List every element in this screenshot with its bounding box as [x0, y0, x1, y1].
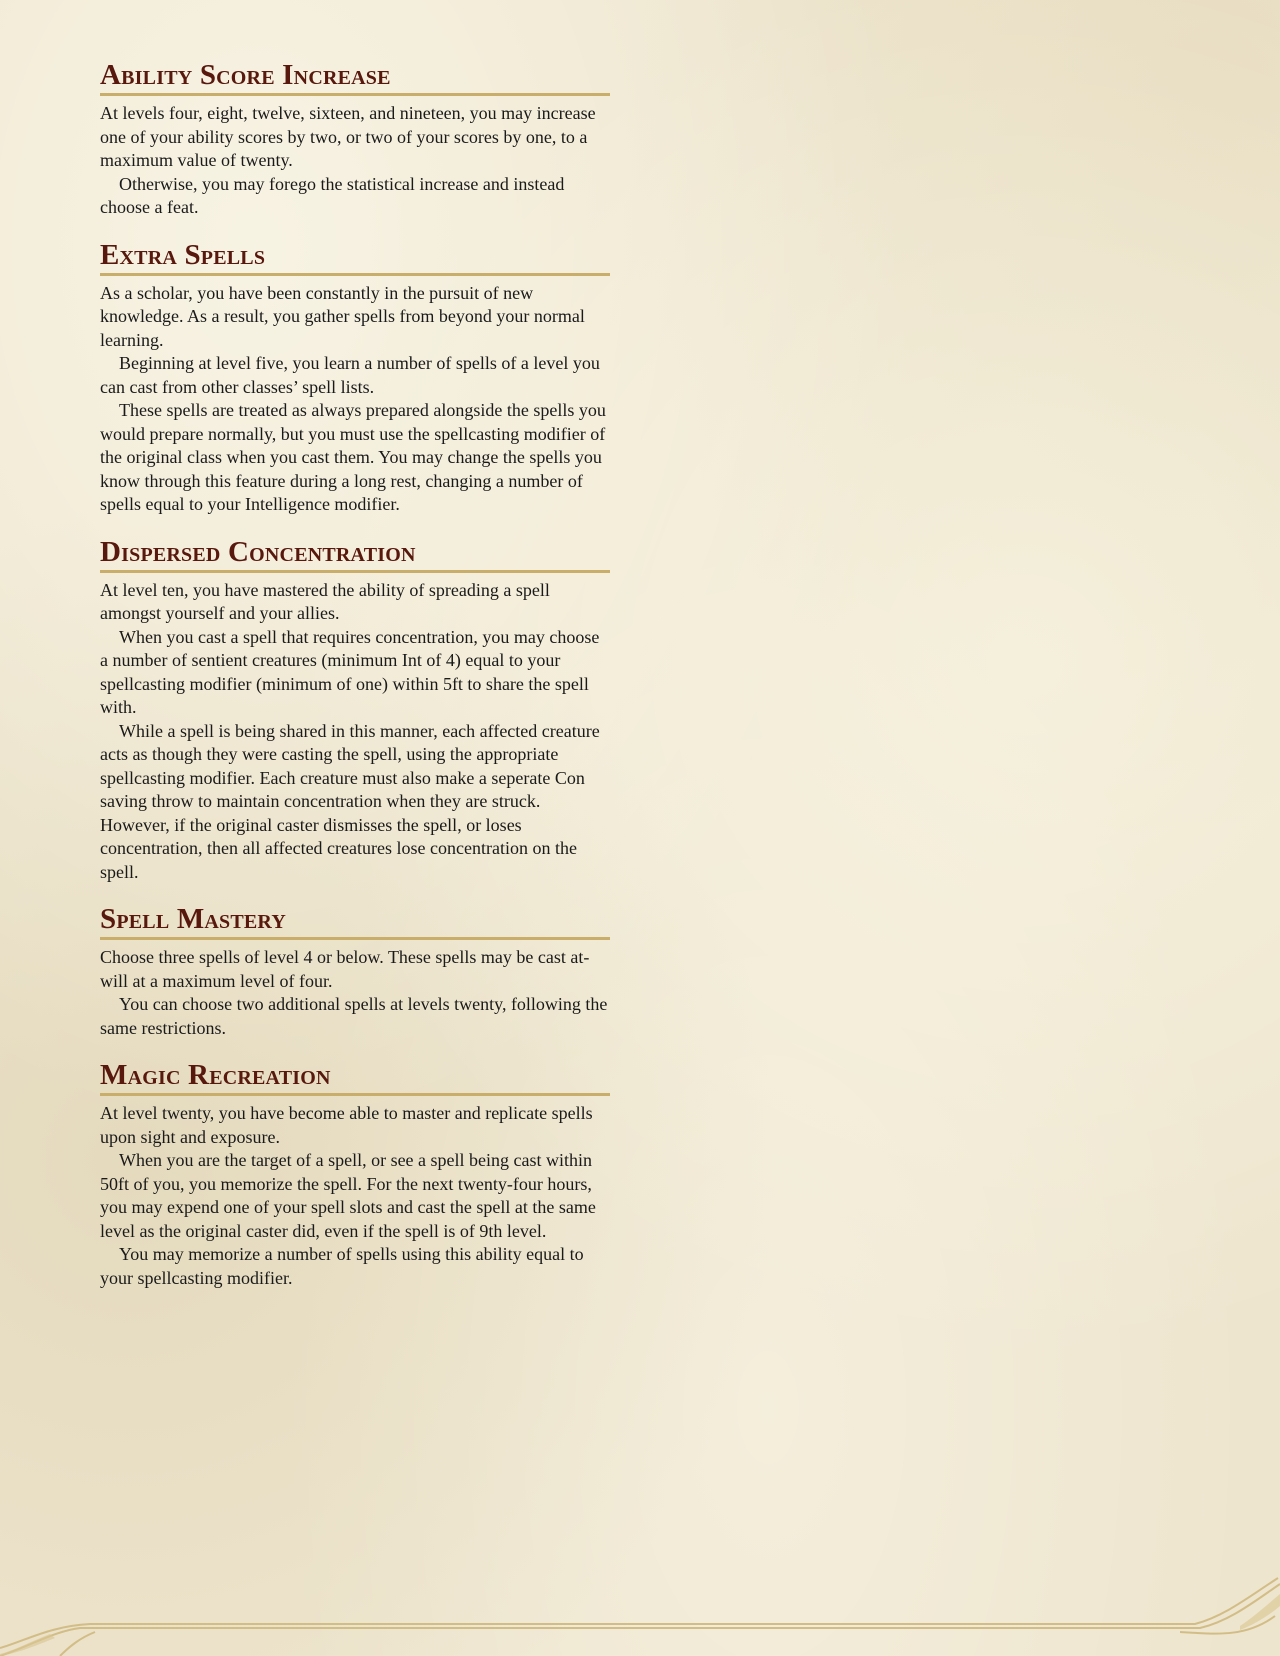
paragraph: You may memorize a number of spells using this ability equal to your spellcasting modifier. — [100, 1244, 584, 1288]
section-spell-mastery — [100, 902, 610, 1040]
paragraph: At level twenty, you have become able to master and replicate spells upon sight and exposure. — [100, 1103, 593, 1147]
paragraph: At levels four, eight, twelve, sixteen, and nineteen, you may increase one of your ability scores by two, or two of your scores by one, to a maximum value of twenty. — [100, 103, 596, 170]
section-ability-score-increase — [100, 58, 610, 220]
paragraph: When you are the target of a spell, or see a spell being cast within 50ft of you, you memorize the spell. For the next twenty-four hours, you may expend one of your spell slots and cast the spell at the same level as the original caster did, even if the spell is of 9th level. — [100, 1150, 596, 1241]
section-heading: Extra Spells — [100, 238, 610, 276]
section-dispersed-concentration — [100, 535, 610, 885]
paragraph: When you cast a spell that requires concentration, you may choose a number of sentient creatures (minimum Int of 4) equal to your spellcasting modifier (minimum of one) within 5ft to share the spell with. — [100, 626, 600, 717]
section-extra-spells — [100, 238, 610, 517]
paragraph: Beginning at level five, you learn a number of spells of a level you can cast from other classes’ spell lists. — [100, 353, 600, 397]
paragraph: Choose three spells of level 4 or below. These spells may be cast at-will at a maximum level of four. — [100, 947, 590, 991]
section-heading: Ability Score Increase — [100, 58, 610, 96]
paragraph: While a spell is being shared in this manner, each affected creature acts as though they were casting the spell, using the appropriate spellcasting modifier. Each creature must also make a seperate Con saving throw to maintain concentration when they are struck. However, if the original caster dismisses the spell, or loses concentration, then all affected creatures lose concentration on the spell. — [100, 720, 600, 882]
text-column — [100, 58, 610, 1308]
paragraph: Otherwise, you may forego the statistical increase and instead choose a feat. — [100, 173, 565, 217]
paragraph: These spells are treated as always prepared alongside the spells you would prepare normally, but you must use the spellcasting modifier of the original class when you cast them. You may change the spells you know through this feature during a long rest, changing a number of spells equal to your Intelligence modifier. — [100, 400, 606, 514]
paragraph: You can choose two additional spells at levels twenty, following the same restrictions. — [100, 994, 608, 1038]
paragraph: As a scholar, you have been constantly in the pursuit of new knowledge. As a result, you gather spells from beyond your normal learning. — [100, 282, 585, 350]
section-heading: Dispersed Concentration — [100, 535, 610, 573]
section-heading: Magic Recreation — [100, 1058, 610, 1096]
paragraph: At level ten, you have mastered the ability of spreading a spell amongst yourself and your allies. — [100, 579, 550, 623]
section-heading: Spell Mastery — [100, 902, 610, 940]
page-footer-ornament — [0, 1576, 1280, 1656]
section-magic-recreation — [100, 1058, 610, 1290]
